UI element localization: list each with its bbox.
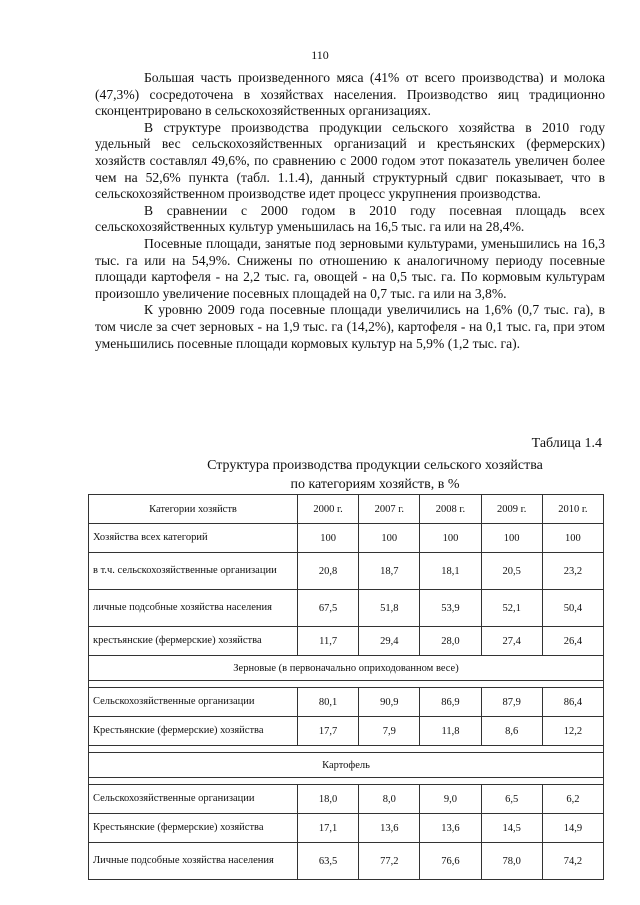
cell: 74,2 bbox=[542, 843, 603, 880]
row-label: крестьянские (фермерские) хозяйства bbox=[89, 627, 298, 656]
paragraph: В сравнении с 2000 годом в 2010 году посевная площадь всех сельскохозяйственных культур уменьшилась на 16,5 тыс. га или на 28,4%. bbox=[95, 202, 605, 235]
table-row bbox=[89, 524, 604, 553]
cell: 100 bbox=[542, 524, 603, 553]
cell: 8,0 bbox=[359, 785, 420, 814]
row-label: Сельскохозяйственные организации bbox=[89, 688, 298, 717]
row-label: Хозяйства всех категорий bbox=[89, 524, 298, 553]
cell: 17,7 bbox=[298, 717, 359, 746]
spacer-row bbox=[89, 681, 604, 688]
row-label: Крестьянские (фермерские) хозяйства bbox=[89, 814, 298, 843]
header-year: 2007 г. bbox=[359, 495, 420, 524]
table-row bbox=[89, 590, 604, 627]
table-row bbox=[89, 553, 604, 590]
table-row bbox=[89, 843, 604, 880]
table-title-line: по категориям хозяйств, в % bbox=[290, 477, 460, 492]
cell: 6,5 bbox=[481, 785, 542, 814]
cell: 86,9 bbox=[420, 688, 481, 717]
cell: 27,4 bbox=[481, 627, 542, 656]
cell: 29,4 bbox=[359, 627, 420, 656]
cell: 14,5 bbox=[481, 814, 542, 843]
cell: 6,2 bbox=[542, 785, 603, 814]
cell: 77,2 bbox=[359, 843, 420, 880]
row-label: Крестьянские (фермерские) хозяйства bbox=[89, 717, 298, 746]
table-row bbox=[89, 717, 604, 746]
cell: 90,9 bbox=[359, 688, 420, 717]
header-category: Категории хозяйств bbox=[89, 495, 298, 524]
cell: 100 bbox=[359, 524, 420, 553]
cell: 11,8 bbox=[420, 717, 481, 746]
table-title bbox=[130, 456, 620, 494]
cell: 8,6 bbox=[481, 717, 542, 746]
table-row bbox=[89, 814, 604, 843]
cell: 67,5 bbox=[298, 590, 359, 627]
spacer-cell bbox=[89, 778, 604, 785]
cell: 86,4 bbox=[542, 688, 603, 717]
cell: 50,4 bbox=[542, 590, 603, 627]
header-year: 2009 г. bbox=[481, 495, 542, 524]
cell: 63,5 bbox=[298, 843, 359, 880]
cell: 11,7 bbox=[298, 627, 359, 656]
cell: 7,9 bbox=[359, 717, 420, 746]
spacer-cell bbox=[89, 681, 604, 688]
spacer-row bbox=[89, 778, 604, 785]
cell: 12,2 bbox=[542, 717, 603, 746]
paragraph: Большая часть произведенного мяса (41% от всего производства) и молока (47,3%) сосредоточена в хозяйствах населения. Производство яиц традиционно сконцентрировано в сельскохозяйственных организациях. bbox=[95, 70, 605, 119]
table-title-line: Структура производства продукции сельского хозяйства bbox=[207, 458, 543, 473]
cell: 18,1 bbox=[420, 553, 481, 590]
cell: 76,6 bbox=[420, 843, 481, 880]
header-year: 2008 г. bbox=[420, 495, 481, 524]
cell: 13,6 bbox=[359, 814, 420, 843]
spacer-row bbox=[89, 746, 604, 753]
body-text bbox=[95, 70, 605, 352]
cell: 51,8 bbox=[359, 590, 420, 627]
paragraph: В структуре производства продукции сельского хозяйства в 2010 году удельный вес сельскохозяйственных организаций и крестьянских (фермерских) хозяйств составлял 49,6%, по сравнению с 2000 годом этот показатель увеличен более чем на 52,6% пункта (табл. 1.1.4), данный структурный сдвиг показывает, что в сельскохозяйственном производстве идет процесс укрупнения производства. bbox=[95, 119, 605, 202]
cell: 9,0 bbox=[420, 785, 481, 814]
table-row bbox=[89, 785, 604, 814]
cell: 53,9 bbox=[420, 590, 481, 627]
paragraph: Посевные площади, занятые под зерновыми культурами, уменьшились на 16,3 тыс. га или на 54,9%. Снижены по отношению к аналогичному периоду посевные площади картофеля - на 2,2 тыс. га, овощей - на 0,5 тыс. га. По кормовым культурам произошло увеличение посевных площадей на 0,7 тыс. га или на 3,8%. bbox=[95, 235, 605, 301]
cell: 100 bbox=[420, 524, 481, 553]
row-label: Сельскохозяйственные организации bbox=[89, 785, 298, 814]
table-label: Таблица 1.4 bbox=[531, 436, 602, 451]
cell: 100 bbox=[481, 524, 542, 553]
header-year: 2010 г. bbox=[542, 495, 603, 524]
cell: 28,0 bbox=[420, 627, 481, 656]
data-table bbox=[88, 494, 604, 880]
cell: 80,1 bbox=[298, 688, 359, 717]
cell: 18,0 bbox=[298, 785, 359, 814]
page-number: 110 bbox=[311, 48, 329, 62]
table-row bbox=[89, 688, 604, 717]
table-row bbox=[89, 627, 604, 656]
row-label: Личные подсобные хозяйства населения bbox=[89, 843, 298, 880]
header-year: 2000 г. bbox=[298, 495, 359, 524]
table-header-row bbox=[89, 495, 604, 524]
section-heading-potato: Картофель bbox=[89, 753, 604, 778]
cell: 26,4 bbox=[542, 627, 603, 656]
row-label: в т.ч. сельскохозяйственные организации bbox=[89, 553, 298, 590]
cell: 14,9 bbox=[542, 814, 603, 843]
cell: 13,6 bbox=[420, 814, 481, 843]
section-heading-grain: Зерновые (в первоначально оприходованном весе) bbox=[89, 656, 604, 681]
cell: 23,2 bbox=[542, 553, 603, 590]
cell: 78,0 bbox=[481, 843, 542, 880]
cell: 18,7 bbox=[359, 553, 420, 590]
section-row bbox=[89, 656, 604, 681]
cell: 20,8 bbox=[298, 553, 359, 590]
row-label: личные подсобные хозяйства населения bbox=[89, 590, 298, 627]
section-row bbox=[89, 753, 604, 778]
cell: 100 bbox=[298, 524, 359, 553]
paragraph: К уровню 2009 года посевные площади увеличились на 1,6% (0,7 тыс. га), в том числе за счет зерновых - на 1,9 тыс. га (14,2%), картофеля - на 0,1 тыс. га, при этом уменьшились посевные площади кормовых культур на 5,9% (1,2 тыс. га). bbox=[95, 302, 605, 351]
cell: 52,1 bbox=[481, 590, 542, 627]
cell: 20,5 bbox=[481, 553, 542, 590]
cell: 87,9 bbox=[481, 688, 542, 717]
spacer-cell bbox=[89, 746, 604, 753]
cell: 17,1 bbox=[298, 814, 359, 843]
